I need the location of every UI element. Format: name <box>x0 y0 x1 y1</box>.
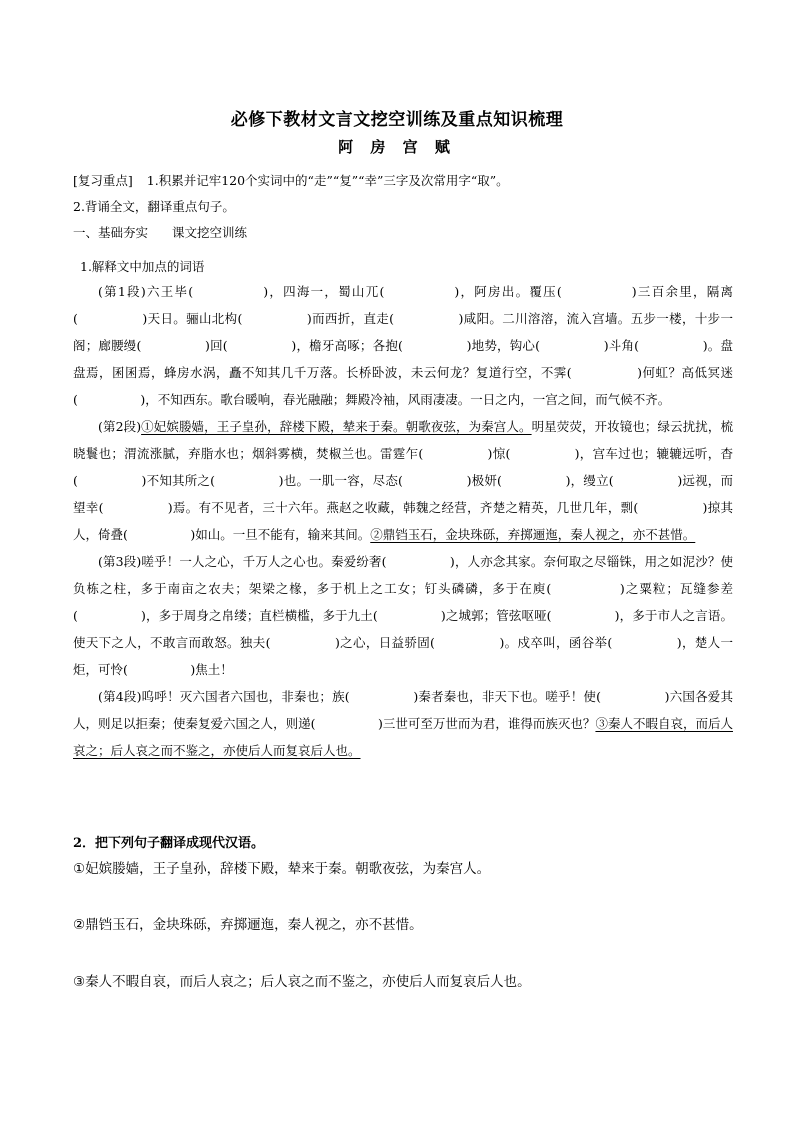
paragraph-2 <box>73 413 733 548</box>
translate-sentence-1: ①妃嫔媵嫱，王子皇孙，辞楼下殿，辇来于秦。朝歌夜弦，为秦宫人。 <box>73 861 491 876</box>
review-item-1: 1.积累并记牢120个实词中的“走”“复”“幸”三字及次常用字“取”。 <box>146 173 509 188</box>
paragraph-4-start: (第4段)呜呼！灭六国者六国也，非秦也；族( )秦者秦也，非天下也。嗟乎！使( )六国各爱其人，则足以拒秦；使秦复爱六国之人，则递( )三世可至万世而为君，谁得而族灭也？ <box>73 689 733 731</box>
key-sentence-3: ③秦人不暇自哀，而后人哀之；后人哀之而不鉴之，亦使后人而复哀后人也。 <box>73 716 733 758</box>
review-label: [复习重点] <box>73 173 133 188</box>
paragraph-3: (第3段)嗟乎！一人之心，千万人之心也。秦爱纷奢( )，人亦念其家。奈何取之尽锱铢，用之如泥沙？使负栋之柱，多于南亩之农夫；架梁之椽，多于机上之工女；钉头磷磷，多于在庾( )之粟粒；瓦缝参差( )，多于周身之帛缕；直栏横槛，多于九土( )之城郭；管弦呕哑( )，多于市人之言语。使天下之人，不敢言而敢怒。独夫( )之心，日益骄固( )。戍卒叫，函谷举( )，楚人一炬，可怜( )焦土！ <box>73 554 733 677</box>
paragraph-2-start: (第2段) <box>98 419 142 434</box>
part1-header <box>73 224 733 242</box>
part1-heading: 一、基础夯实 <box>73 225 149 240</box>
key-sentence-2: ②鼎铛玉石，金块珠砾，弃掷逦迤，秦人视之，亦不甚惜。 <box>370 527 696 542</box>
paragraph-4 <box>73 683 733 764</box>
translate-sentence-3: ③秦人不暇自哀，而后人哀之；后人哀之而不鉴之，亦使后人而复哀后人也。 <box>73 974 531 989</box>
paragraph-2-middle: 明星荧荧，开妆镜也；绿云扰扰，梳晓鬟也；渭流涨腻，弃脂水也；烟斜雾横，焚椒兰也。雷霆乍( )惊( )，宫车过也；辘辘远听，杳( )不知其所之( )也。一肌一容，尽态( )极妍( )，缦立( )远视，而望幸( )焉。有不见者，三十六年。燕赵之收藏，韩魏之经营，齐楚之精英，几世几年，剽( )掠其人，倚叠( )如山。一旦不能有，输来其间。 <box>73 419 733 542</box>
paragraph-1: (第1段)六王毕( )，四海一，蜀山兀( )，阿房出。覆压( )三百余里，隔离( )天日。骊山北构( )而西折，直走( )咸阳。二川溶溶，流入宫墙。五步一楼，十步一阁；廊腰缦( )回( )，檐牙高啄；各抱( )地势，钩心( )斗角( )。盘盘焉，囷囷焉，蜂房水涡，矗不知其几千万落。长桥卧波，未云何龙？复道行空，不霁( )何虹？高低冥迷( )，不知西东。歌台暖响，春光融融；舞殿冷袖，风雨凄凄。一日之内，一宫之间，而气候不齐。 <box>73 284 733 407</box>
page-title: 必修下教材文言文挖空训练及重点知识梳理 <box>230 110 564 130</box>
part1-subheading: 课文挖空训练 <box>172 225 248 240</box>
review-points <box>73 172 733 190</box>
review-item-2: 2.背诵全文，翻译重点句子。 <box>73 199 235 214</box>
text-body <box>73 278 733 764</box>
question-2-heading: 2．把下列句子翻译成现代汉语。 <box>73 836 265 851</box>
key-sentence-1: ①妃嫔媵嫱，王子皇孙，辞楼下殿，辇来于秦。朝歌夜弦，为秦宫人。 <box>141 419 532 434</box>
question-1-label: 1.解释文中加点的词语 <box>80 259 205 274</box>
translate-sentence-2: ②鼎铛玉石，金块珠砾，弃掷逦迤，秦人视之，亦不甚惜。 <box>73 917 423 932</box>
text-title: 阿 房 宫 赋 <box>338 138 456 156</box>
